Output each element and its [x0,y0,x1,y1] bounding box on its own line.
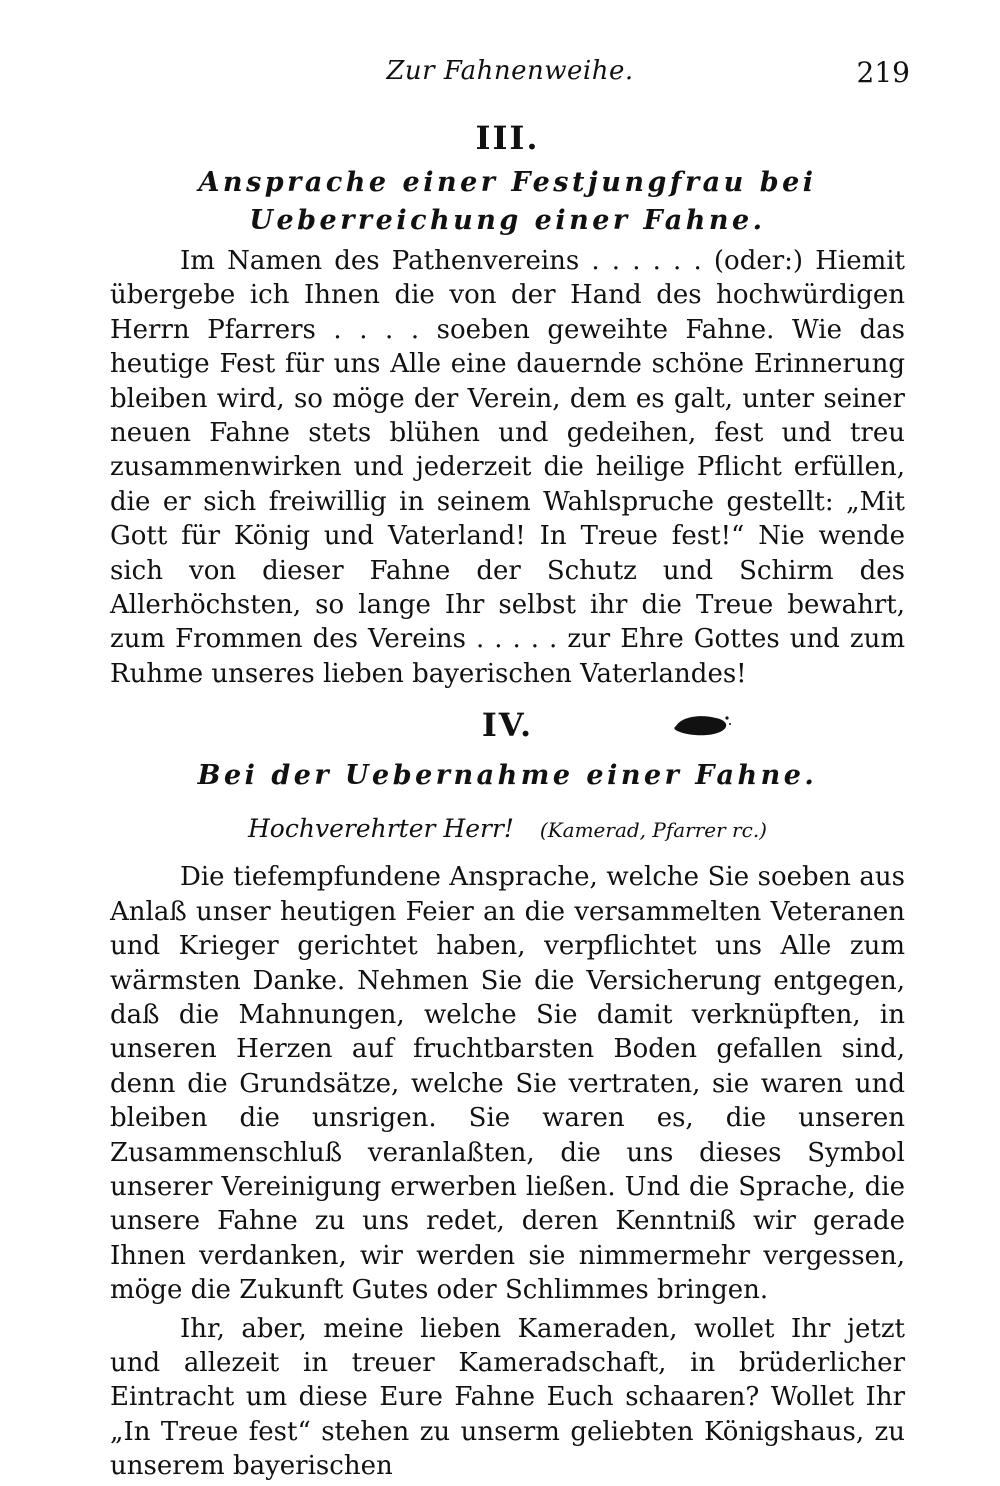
section-iii [110,112,905,691]
salutation-aside: (Kamerad, Pfarrer rc.) [539,818,767,843]
body-paragraph: Ihr, aber, meine lieben Kameraden, wollet Ihr jetzt und allezeit in treuer Kameradschaft, in brüderlicher Eintracht um diese Eure Fahne Euch schaaren? Wollet Ihr „In Treue fest“ stehen zu unserm geliebten Königshaus, zu unserem bayerischen [110,1313,905,1482]
ink-blot-mark [672,712,732,738]
page-number: 219 [856,56,910,89]
running-head [110,56,910,96]
body-paragraph: Im Namen des Pathenvereins . . . . . . (oder:) Hiemit übergebe ich Ihnen die von der Hand des hochwürdigen Herrn Pfarrers . . . . soeben geweihte Fahne. Wie das heutige Fest für uns Alle eine dauernde schöne Erinnerung bleiben wird, so möge der Verein, dem es galt, unter seiner neuen Fahne stets blühen und gedeihen, fest und treu zusammenwirken und jederzeit die heilige Pflicht erfüllen, die er sich freiwillig in seinem Wahlspruche gestellt: „Mit Gott für König und Vaterland! In Treue fest!“ Nie wende sich von dieser Fahne der Schutz und Schirm des Allerhöchsten, so lange Ihr selbst ihr die Treue bewahrt, zum Frommen des Vereins . . . . . zur Ehre Gottes und zum Ruhme unseres lieben bayerischen Vaterlandes! [110,246,905,689]
running-title: Zur Fahnenweihe. [386,56,634,86]
salutation [110,809,905,850]
section-title: Ansprache einer Festjungfrau bei Ueberreichung einer Fahne. [198,167,817,236]
salutation-text: Hochverehrter Herr! [248,814,514,844]
section-title: Bei der Uebernahme einer Fahne. [197,760,818,792]
body-paragraph: Die tiefempfundene Ansprache, welche Sie soeben aus Anlaß unser heutigen Feier an die versammelten Veteranen und Krieger gerichtet haben, verpflichtet uns Alle zum wärmsten Danke. Nehmen Sie die Versicherung entgegen, daß die Mahnungen, welche Sie damit verknüpften, in unseren Herzen auf fruchtbarsten Boden gefallen sind, denn die Grundsätze, welche Sie vertraten, sie waren und bleiben die unsrigen. Sie waren es, die unseren Zusammenschluß veranlaßten, die uns dieses Symbol unserer Vereinigung erwerben ließen. Und die Sprache, die unsere Fahne zu uns redet, deren Kenntniß wir gerade Ihnen verdanken, wir werden sie nimmermehr vergessen, möge die Zukunft Gutes oder Schlimmes bringen. [110,862,905,1306]
page-content [110,112,905,1484]
section-numeral: III. [475,119,540,157]
section-numeral: IV. [481,706,534,745]
section-iv [110,699,905,1483]
